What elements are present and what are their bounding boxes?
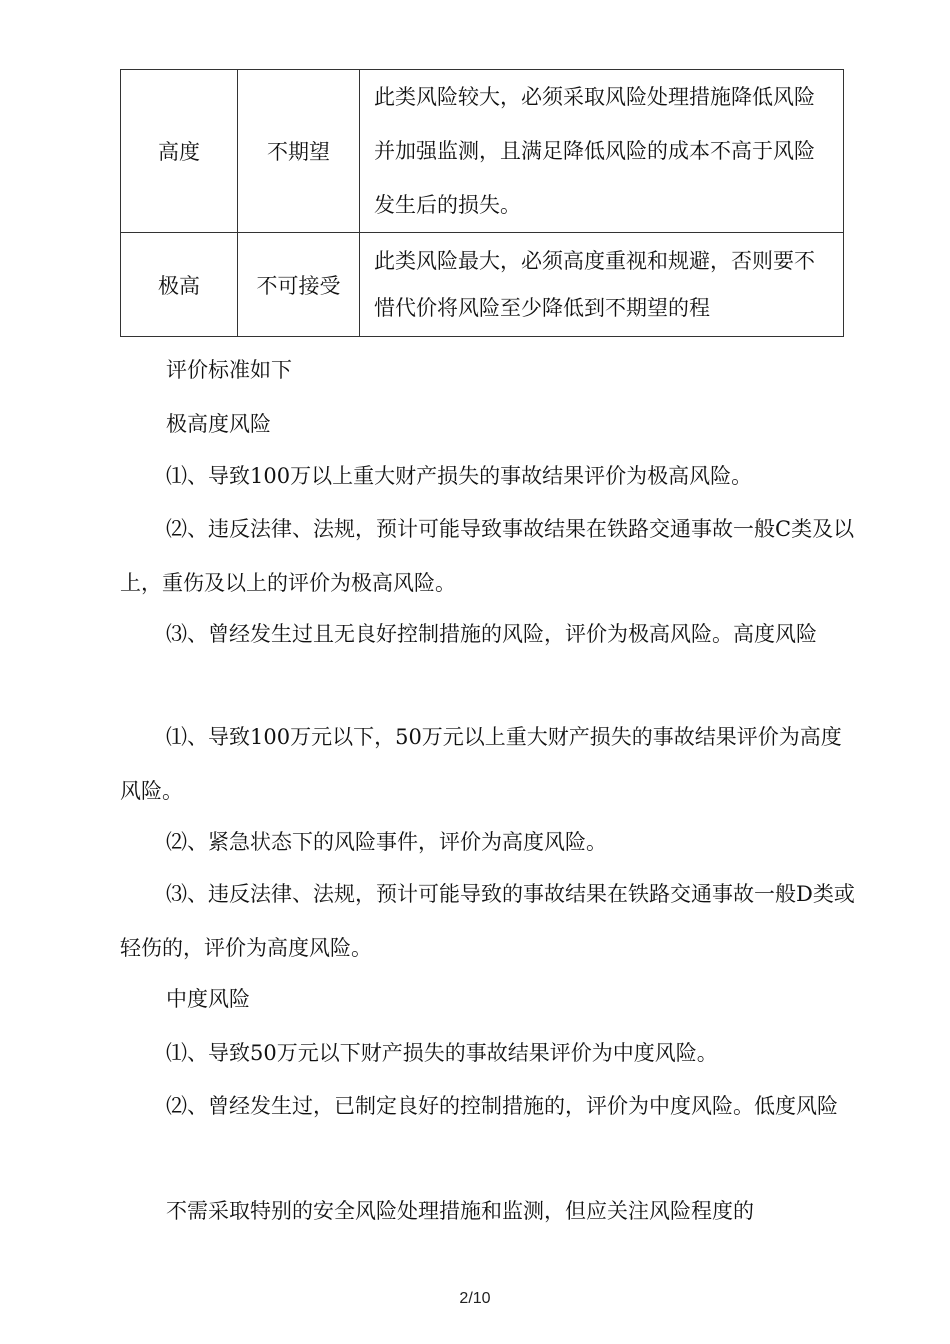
risk-level-cell: 极高 <box>121 233 238 337</box>
paragraph: ⑴、导致50万元以下财产损失的事故结果评价为中度风险。 <box>166 1041 718 1065</box>
paragraph: ⑵、曾经发生过，已制定良好的控制措施的，评价为中度风险。低度风险 <box>166 1094 838 1118</box>
description-cell: 此类风险最大，必须高度重视和规避，否则要不惜代价将风险至少降低到不期望的程 <box>360 233 844 337</box>
section-heading-medium: 中度风险 <box>166 987 250 1011</box>
paragraph: ⑴、导致100万以上重大财产损失的事故结果评价为极高风险。 <box>166 464 753 488</box>
table-row <box>121 70 844 233</box>
risk-level-table <box>120 69 844 337</box>
paragraph: ⑵、紧急状态下的风险事件，评价为高度风险。 <box>166 830 607 854</box>
paragraph: 不需采取特别的安全风险处理措施和监测，但应关注风险程度的 <box>166 1199 754 1223</box>
acceptability-cell: 不可接受 <box>238 233 360 337</box>
table-row <box>121 233 844 337</box>
paragraph: ⑴、导致100万元以下，50万元以上重大财产损失的事故结果评价为高度风险。 <box>120 725 842 803</box>
description-cell: 此类风险较大，必须采取风险处理措施降低风险并加强监测，且满足降低风险的成本不高于风险发生后的损失。 <box>360 70 844 233</box>
page-number: 2/10 <box>459 1290 491 1307</box>
risk-level-cell: 高度 <box>121 70 238 233</box>
acceptability-cell: 不期望 <box>238 70 360 233</box>
criteria-intro: 评价标准如下 <box>166 358 292 382</box>
paragraph: ⑶、违反法律、法规，预计可能导致的事故结果在铁路交通事故一般D类或轻伤的，评价为高度风险。 <box>120 882 855 960</box>
paragraph: ⑶、曾经发生过且无良好控制措施的风险，评价为极高风险。高度风险 <box>166 622 817 646</box>
section-heading-extreme: 极高度风险 <box>166 412 271 436</box>
paragraph: ⑵、违反法律、法规，预计可能导致事故结果在铁路交通事故一般C类及以上，重伤及以上的评价为极高风险。 <box>120 517 855 595</box>
